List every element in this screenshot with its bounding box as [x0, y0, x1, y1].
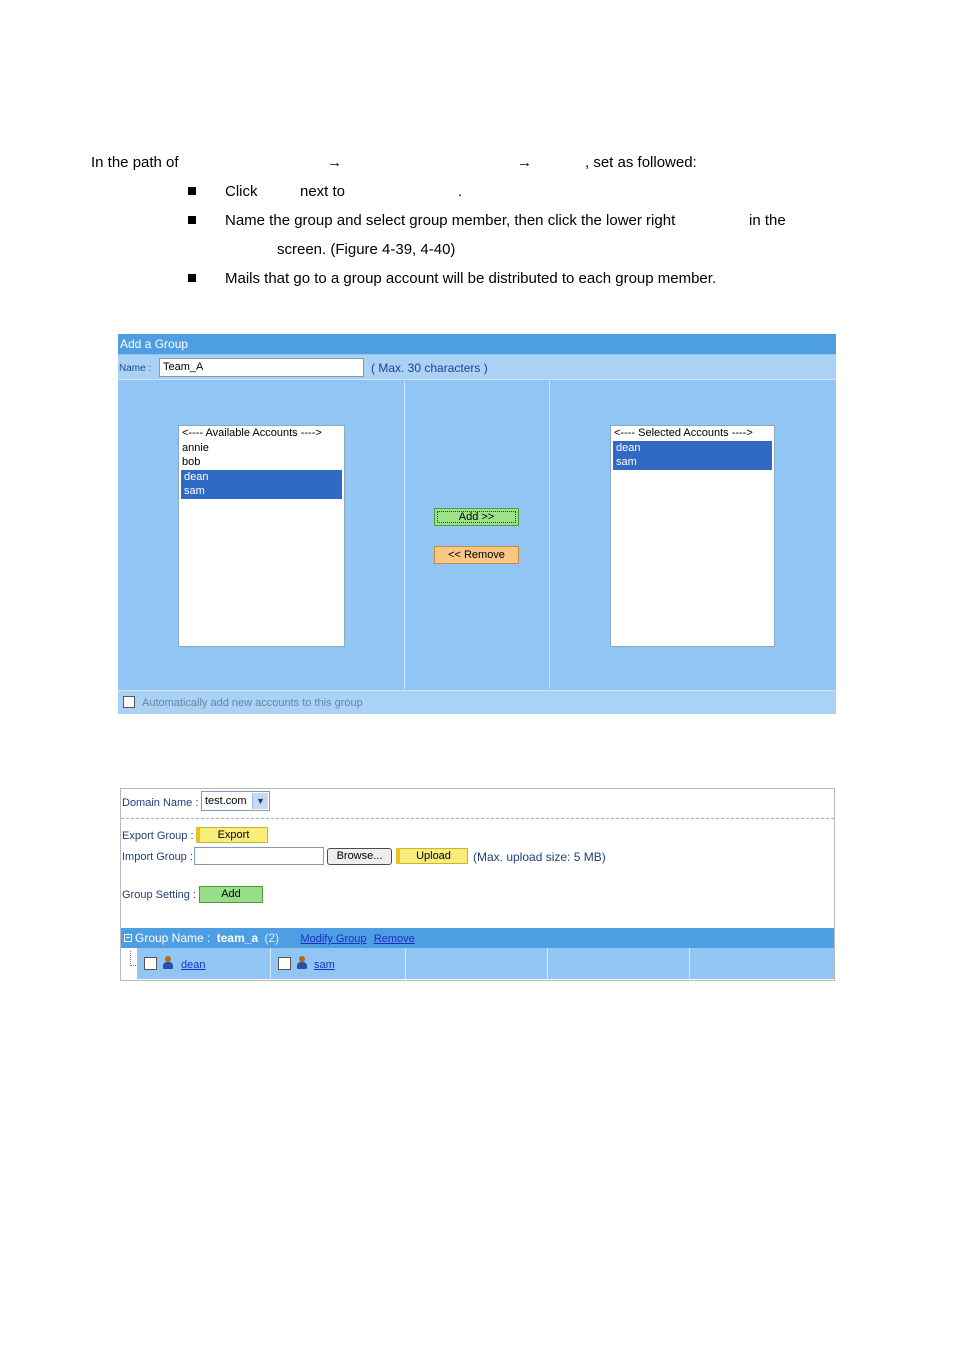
- arrow-icon: →: [517, 154, 532, 171]
- list-item[interactable]: dean: [613, 441, 772, 456]
- list-item[interactable]: sam: [181, 484, 342, 499]
- bullet-2-line1b: in the: [749, 212, 786, 229]
- intro-prefix: In the path of: [91, 154, 179, 171]
- group-name-input[interactable]: Team_A: [159, 358, 364, 377]
- user-icon: [297, 956, 307, 969]
- bullet-1-part2: next to: [300, 183, 346, 200]
- group-name-label: Name :: [119, 363, 152, 374]
- column-divider: [404, 381, 405, 689]
- empty-cell: [690, 948, 834, 979]
- empty-cell: [406, 948, 548, 979]
- bullet-2-line1a: Name the group and select group member, then click the lower right: [225, 212, 676, 229]
- list-item[interactable]: dean: [181, 470, 342, 485]
- browse-button[interactable]: Browse...: [327, 848, 392, 865]
- add-accounts-button[interactable]: [434, 508, 519, 526]
- modify-group-link[interactable]: Modify Group: [300, 933, 367, 945]
- group-name-label: Group Name :: [135, 931, 211, 945]
- bullet-icon: [188, 216, 196, 224]
- bullet-3-text: Mails that go to a group account will be distributed to each group member.: [225, 270, 717, 287]
- add-group-panel: [118, 334, 836, 714]
- remove-accounts-label: << Remove: [448, 549, 505, 561]
- list-item[interactable]: annie: [182, 441, 209, 454]
- export-group-label: Export Group :: [122, 830, 194, 842]
- chevron-down-icon: ▼: [252, 793, 268, 809]
- auto-add-checkbox[interactable]: [123, 696, 135, 708]
- user-icon: [163, 956, 173, 969]
- group-member-count: (2): [264, 931, 280, 945]
- group-setting-label: Group Setting :: [122, 889, 196, 901]
- domain-select-value: test.com: [205, 795, 247, 807]
- intro-suffix: , set as followed:: [585, 154, 697, 171]
- arrow-icon: →: [327, 154, 342, 171]
- add-group-button[interactable]: Add: [199, 886, 263, 903]
- section-divider: [121, 818, 834, 819]
- import-file-input[interactable]: [194, 847, 324, 865]
- remove-accounts-button[interactable]: [434, 546, 519, 564]
- member-link[interactable]: sam: [314, 959, 335, 971]
- available-accounts-header: <---- Available Accounts ---->: [182, 427, 322, 439]
- member-checkbox[interactable]: [144, 957, 157, 970]
- column-divider: [549, 381, 550, 689]
- group-name-row: [118, 355, 836, 380]
- group-name-value: team_a: [216, 931, 259, 945]
- upload-button[interactable]: Upload: [396, 848, 468, 864]
- group-members-row: [121, 948, 834, 980]
- selected-accounts-list[interactable]: [610, 425, 775, 647]
- import-group-label: Import Group :: [122, 851, 193, 863]
- export-button[interactable]: Export: [196, 827, 268, 843]
- focus-ring: [437, 511, 516, 523]
- bullet-1-part1: Click: [225, 183, 258, 200]
- selected-accounts-header: <---- Selected Accounts ---->: [614, 427, 753, 439]
- auto-add-row: [118, 690, 836, 714]
- available-accounts-list[interactable]: [178, 425, 345, 647]
- upload-size-hint: (Max. upload size: 5 MB): [473, 850, 606, 864]
- bullet-icon: [188, 274, 196, 282]
- bullet-icon: [188, 187, 196, 195]
- domain-select[interactable]: [201, 791, 270, 811]
- group-name-hint: ( Max. 30 characters ): [371, 361, 488, 375]
- domain-name-label: Domain Name :: [122, 797, 199, 809]
- member-checkbox[interactable]: [278, 957, 291, 970]
- member-cell: [271, 948, 406, 979]
- remove-group-link[interactable]: Remove: [373, 933, 415, 945]
- bullet-2-line2: screen. (Figure 4-39, 4-40): [277, 241, 456, 258]
- collapse-icon[interactable]: [124, 934, 132, 942]
- bullet-1-part3: .: [458, 183, 463, 200]
- tree-line: [130, 951, 136, 966]
- member-cell: [137, 948, 271, 979]
- group-management-panel: [120, 788, 835, 981]
- add-group-title: Add a Group: [118, 334, 836, 354]
- member-link[interactable]: dean: [181, 959, 206, 971]
- auto-add-label: Automatically add new accounts to this group: [142, 697, 363, 709]
- empty-cell: [548, 948, 690, 979]
- list-item[interactable]: bob: [182, 456, 201, 468]
- list-item[interactable]: sam: [613, 455, 772, 470]
- add-accounts-label: Add >>: [458, 511, 495, 523]
- group-header-row: [121, 928, 834, 948]
